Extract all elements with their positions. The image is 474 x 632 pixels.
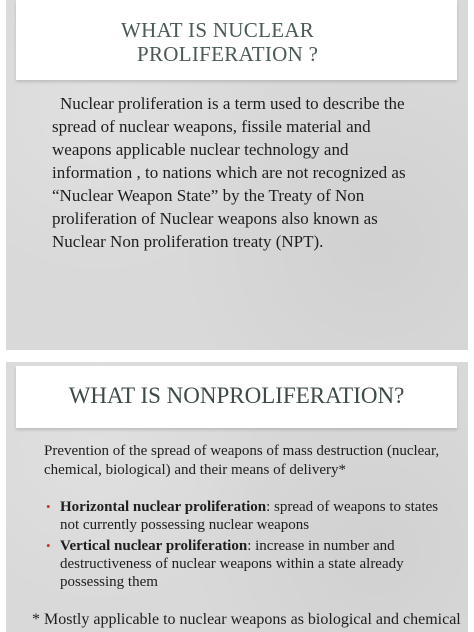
bullet-first-line — [60, 498, 466, 516]
bullet-list — [46, 498, 466, 594]
bullet-term: Vertical nuclear proliferation — [60, 538, 248, 554]
slide-nuclear-proliferation — [6, 0, 468, 350]
body-line: Nuclear proliferation is a term used to describe the — [60, 94, 405, 113]
bullet-line: possessing them — [60, 574, 158, 590]
slide-title: WHAT IS NONPROLIFERATION? — [68, 383, 405, 408]
slide-intro-text — [38, 442, 458, 480]
body-line: proliferation of Nuclear weapons also known as — [52, 209, 378, 228]
bullet-text: : spread of weapons to states — [266, 499, 439, 515]
body-line: spread of nuclear weapons, fissile material and — [52, 117, 371, 136]
body-line: information , to nations which are not recognized as — [52, 163, 406, 182]
intro-line: Prevention of the spread of weapons of mass destruction (nuclear, — [44, 443, 440, 459]
bullet-item-vertical — [46, 537, 466, 591]
bullet-item-horizontal — [46, 498, 466, 534]
bullet-marker: • — [46, 538, 51, 553]
slide-nonproliferation — [6, 362, 468, 632]
slide-title-box — [16, 366, 457, 428]
body-line: weapons applicable nuclear technology and — [52, 140, 349, 159]
bullet-line: not currently possessing nuclear weapons — [60, 517, 310, 533]
slide-title-line-2: PROLIFERATION ? — [137, 42, 319, 66]
body-line: Nuclear Non proliferation treaty (NPT). — [52, 232, 324, 251]
bullet-term: Horizontal nuclear proliferation — [60, 499, 267, 515]
slide-title-line-1: WHAT IS NUCLEAR — [121, 18, 315, 42]
intro-line: chemical, biological) and their means of delivery* — [44, 462, 346, 478]
bullet-line: destructiveness of nuclear weapons within a state already — [60, 556, 404, 572]
bullet-text: : increase in number and — [247, 538, 395, 554]
body-line: “Nuclear Weapon State” by the Treaty of Non — [52, 186, 365, 205]
bullet-marker: • — [46, 499, 51, 514]
slide-body-text — [52, 92, 452, 253]
bullet-first-line — [60, 537, 466, 555]
slide-title-box — [16, 0, 457, 80]
footnote: * Mostly applicable to nuclear weapons as biological and chemical — [32, 611, 461, 628]
